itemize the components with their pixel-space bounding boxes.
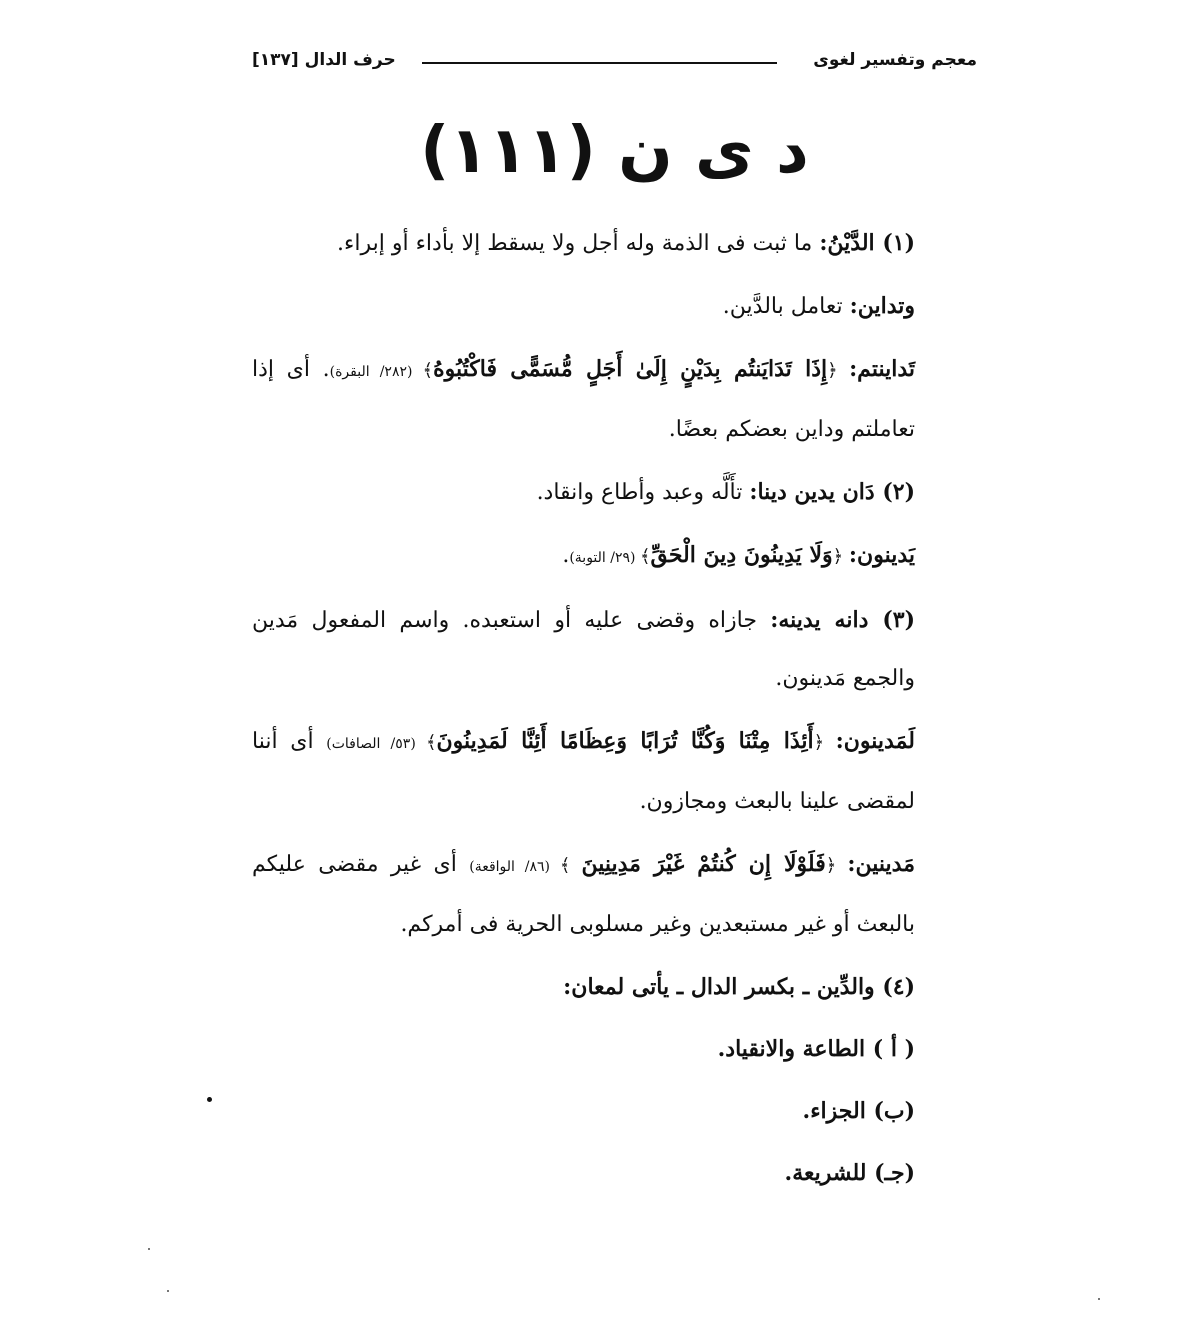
scan-dot <box>207 1097 212 1102</box>
definition-text: . أى إذا تعاملتم وداين بعضكم بعضًا. <box>252 357 915 442</box>
book-title: معجم وتفسير لغوى <box>813 50 977 70</box>
quran-verse: إِذَا تَدَايَنتُم بِدَيْنٍ إِلَىٰ أَجَلٍ مُّسَمًّى فَاكْتُبُوهُ <box>433 356 828 382</box>
definition-paragraph <box>252 214 977 273</box>
verse-bracket-open: ﴿ <box>825 855 848 876</box>
term: (٢) دَان يدين دينا: <box>749 479 915 505</box>
scan-speck <box>167 1290 169 1292</box>
header-section-and-page <box>252 50 396 70</box>
definition-text: . <box>562 543 570 568</box>
definition-text: أى أننا لمقضى علينا بالبعث ومجازون. <box>252 729 915 814</box>
running-header <box>252 40 977 74</box>
definition-text: تعامل بالدَّين. <box>722 294 850 319</box>
scan-speck <box>1098 1298 1100 1300</box>
definition-paragraph <box>252 835 977 954</box>
term: يَدينون: <box>848 542 915 568</box>
meaning-item: (جـ) للشريعة. <box>784 1160 915 1186</box>
meaning-item: (ب) الجزاء. <box>802 1098 915 1124</box>
definition-paragraph <box>252 277 977 336</box>
verse-bracket-open: ﴿ <box>827 360 850 381</box>
term: مَدينين: <box>847 851 915 877</box>
entry-title: د ى ن (١١١) <box>420 114 809 188</box>
definition-paragraph <box>252 526 977 587</box>
quran-verse: فَلَوْلَا إِن كُنتُمْ غَيْرَ مَدِينِينَ <box>581 851 826 877</box>
verse-reference: (٥٣/ الصافات) <box>326 736 426 752</box>
verse-bracket-open: ﴿ <box>832 546 849 567</box>
header-rule <box>422 62 777 64</box>
verse-reference: (٢٨٢/ البقرة) <box>329 364 423 380</box>
term: (١) الدَّيْنُ: <box>819 230 915 256</box>
verse-bracket-close: ﴾ <box>559 855 582 876</box>
definition-paragraph <box>252 340 977 459</box>
definition-paragraph <box>252 591 977 708</box>
term: (٣) دانه يدينه: <box>770 607 915 633</box>
term: وتداين: <box>849 293 915 319</box>
term: لَمَدينون: <box>835 728 915 754</box>
term: تَداينتم: <box>849 356 916 382</box>
definition-text: جازاه وقضى عليه أو استعبده. واسم المفعول مَدين والجمع مَدينون. <box>252 608 915 691</box>
definition-text: تأَلَّه وعبد وأطاع وانقاد. <box>536 480 750 505</box>
meaning-item: ( أ ) الطاعة والانقياد. <box>717 1036 915 1062</box>
verse-reference: (٨٦/ الواقعة) <box>469 859 560 875</box>
page-number: [١٣٧] <box>252 50 299 70</box>
verse-reference: (٢٩/ التوبة) <box>569 550 640 566</box>
document-page <box>252 40 977 1206</box>
verse-bracket-close: ﴾ <box>639 546 651 567</box>
verse-bracket-close: ﴾ <box>425 732 437 753</box>
verse-bracket-close: ﴾ <box>422 360 434 381</box>
verse-bracket-open: ﴿ <box>813 732 836 753</box>
quran-verse: أَئِذَا مِتْنَا وَكُنَّا تُرَابًا وَعِظَامًا أَئِنَّا لَمَدِينُونَ <box>436 728 814 754</box>
definition-paragraph <box>252 463 977 522</box>
quran-verse: وَلَا يَدِينُونَ دِينَ الْحَقِّ <box>650 542 833 568</box>
definition-text: ما ثبت فى الذمة وله أجل ولا يسقط إلا بأداء أو إبراء. <box>337 231 820 256</box>
meanings-heading: (٤) والدِّين ـ بكسر الدال ـ يأتى لمعان: <box>563 974 915 1000</box>
definition-text: أى غير مقضى عليكم بالبعث أو غير مستبعدين وغير مسلوبى الحرية فى أمركم. <box>252 852 915 937</box>
section-name: حرف الدال <box>304 50 396 70</box>
definition-paragraph <box>252 712 977 831</box>
scan-speck <box>148 1248 150 1250</box>
